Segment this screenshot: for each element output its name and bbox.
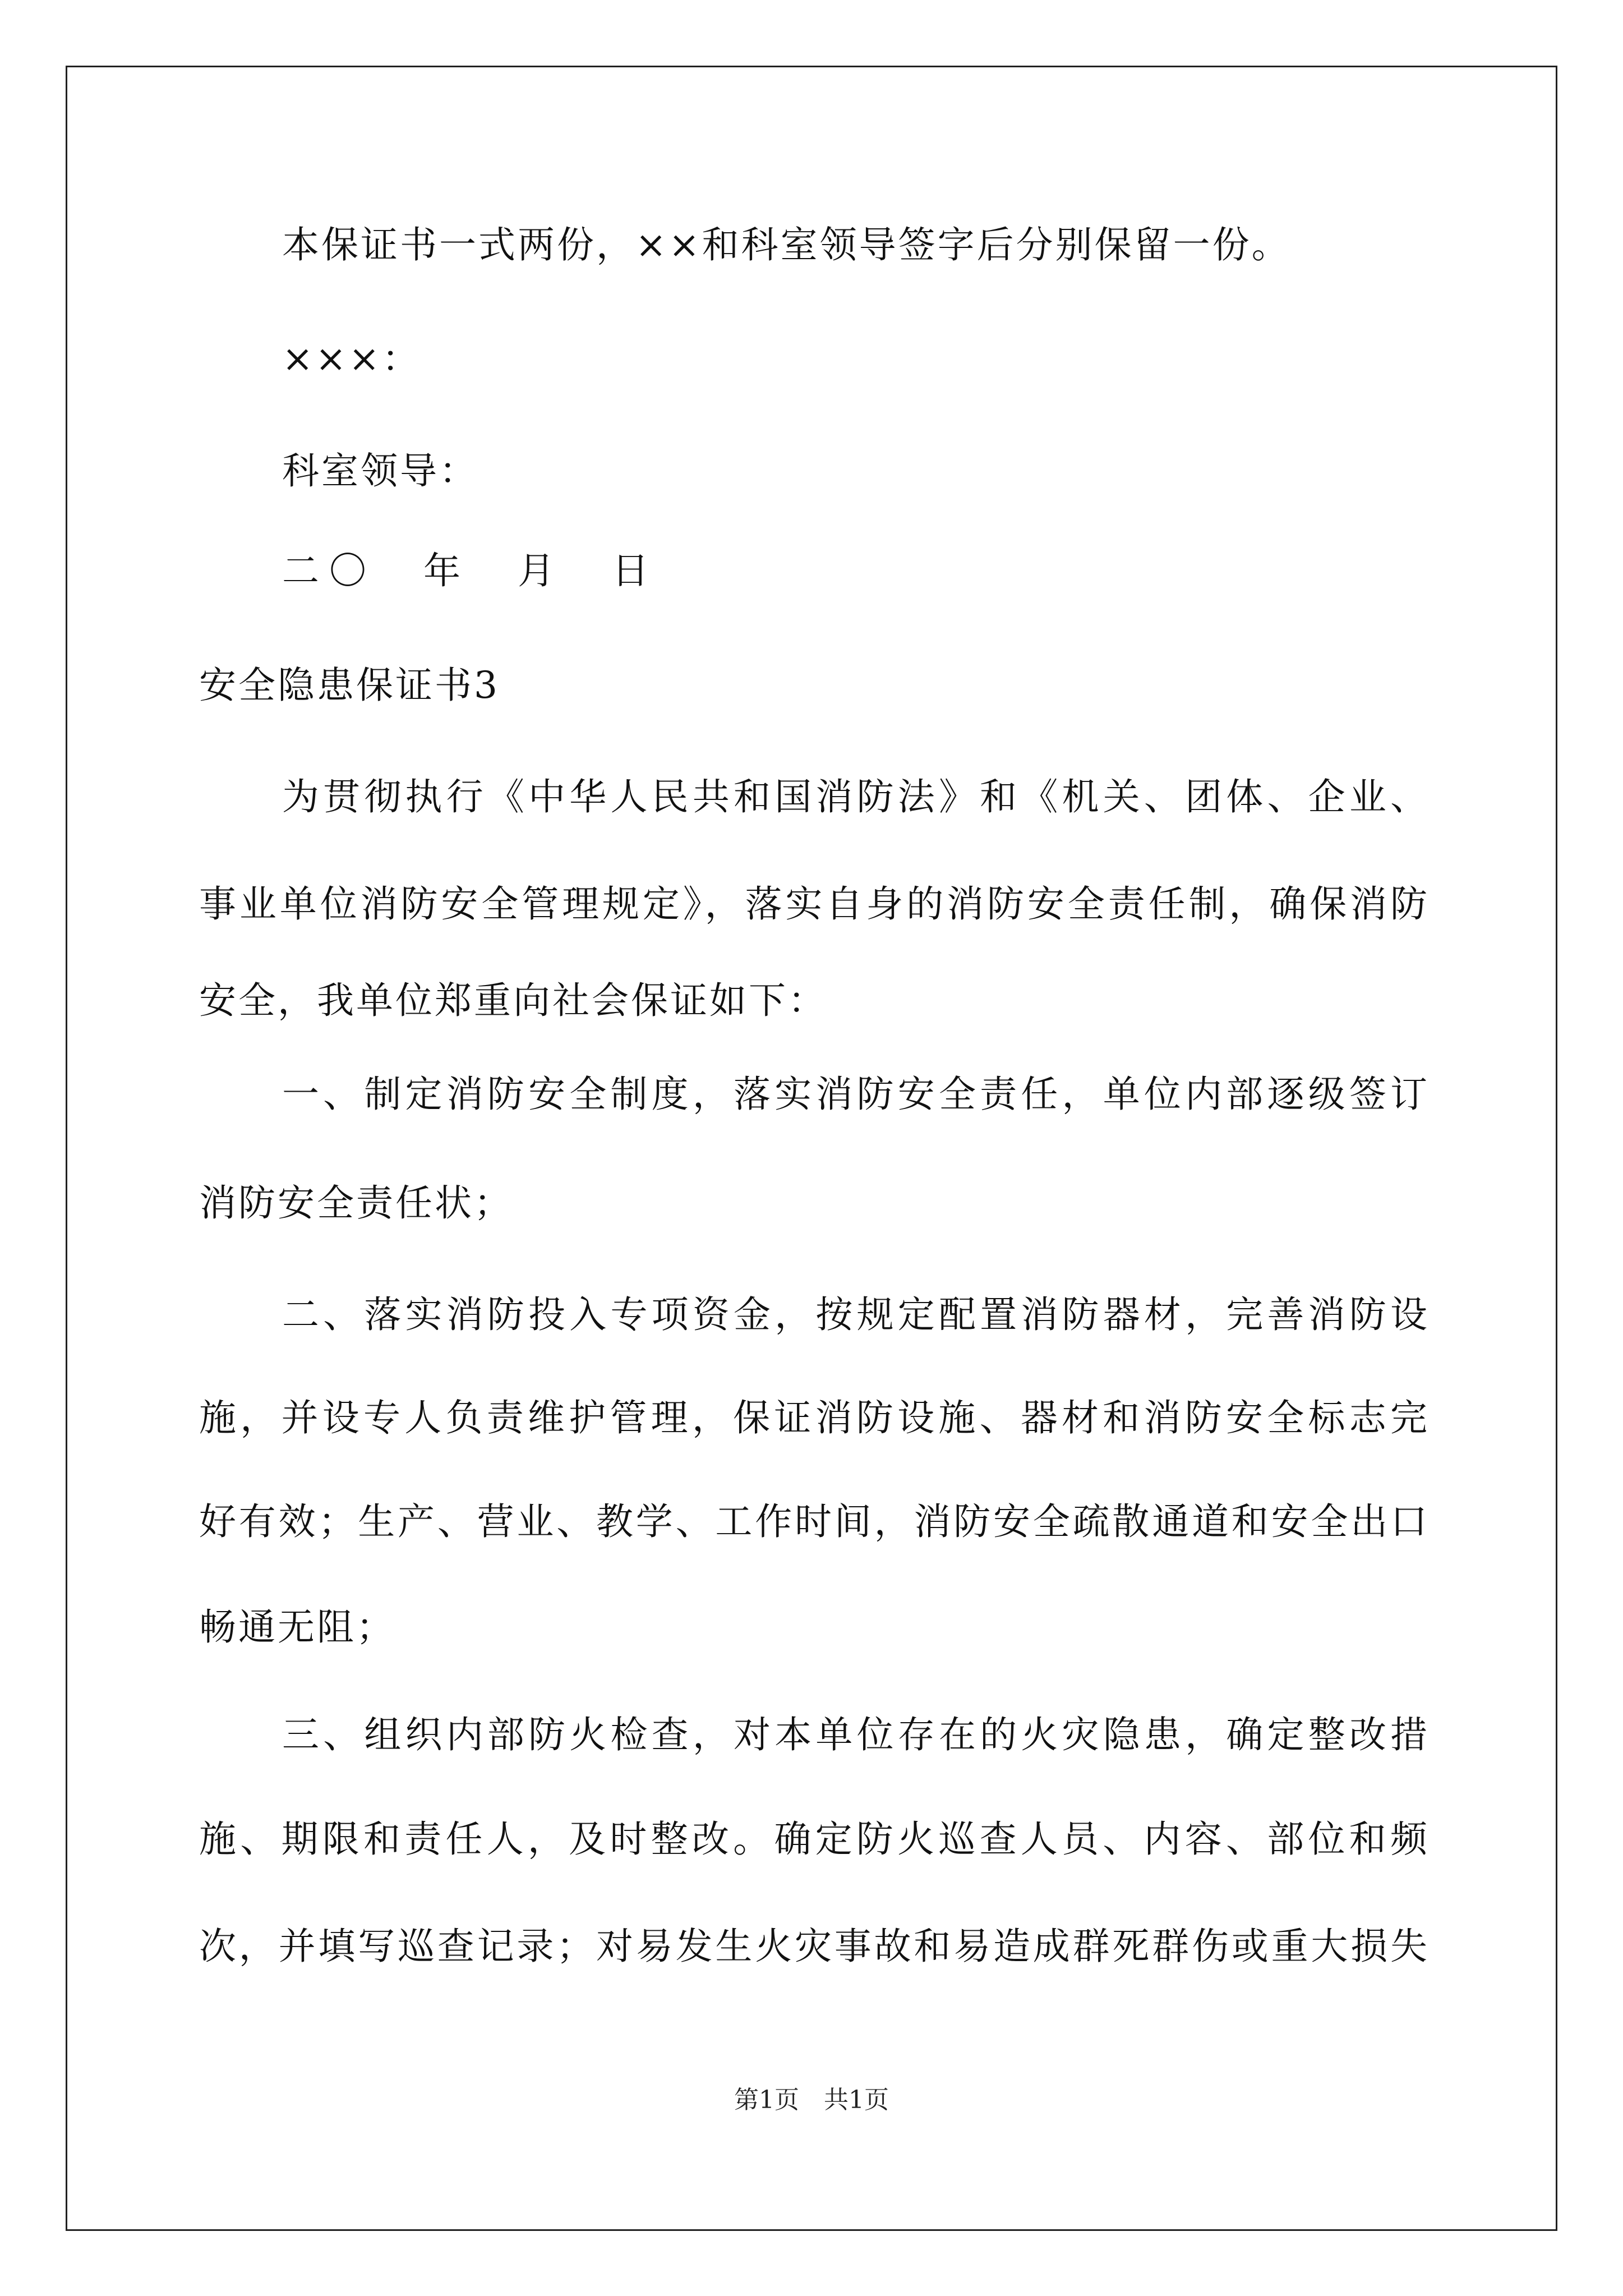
paragraph-copies: 本保证书一式两份，××和科室领导签字后分别保留一份。	[282, 223, 1291, 266]
paragraph-signer: ×××：	[282, 337, 421, 380]
page-footer: 第1页 共1页	[734, 2086, 889, 2114]
item-1-line-1: 一、制定消防安全制度，落实消防安全责任，单位内部逐级签订	[282, 1073, 1427, 1116]
paragraph-intro-line-3: 安全，我单位郑重向社会保证如下：	[199, 979, 827, 1022]
item-1-line-2: 消防安全责任状；	[199, 1181, 513, 1225]
paragraph-leader: 科室领导：	[282, 449, 478, 493]
item-2-line-4: 畅通无阻；	[199, 1605, 395, 1649]
item-2-line-1: 二、落实消防投入专项资金，按规定配置消防器材，完善消防设	[282, 1293, 1427, 1336]
paragraph-date: 二〇 年 月 日	[282, 549, 659, 592]
item-3-line-2: 施、期限和责任人，及时整改。确定防火巡查人员、内容、部位和频	[199, 1818, 1427, 1861]
item-3-line-3: 次，并填写巡查记录；对易发生火灾事故和易造成群死群伤或重大损失	[199, 1925, 1427, 1968]
item-3-line-1: 三、组织内部防火检查，对本单位存在的火灾隐患，确定整改措	[282, 1713, 1427, 1756]
item-2-line-3: 好有效；生产、营业、教学、工作时间，消防安全疏散通道和安全出口	[199, 1500, 1427, 1543]
paragraph-intro-line-2: 事业单位消防安全管理规定》，落实自身的消防安全责任制，确保消防	[199, 882, 1427, 926]
page-border	[66, 66, 1557, 2231]
section-title: 安全隐患保证书3	[199, 664, 500, 707]
paragraph-intro-line-1: 为贯彻执行《中华人民共和国消防法》和《机关、团体、企业、	[282, 775, 1427, 818]
item-2-line-2: 施，并设专人负责维护管理，保证消防设施、器材和消防安全标志完	[199, 1396, 1427, 1439]
